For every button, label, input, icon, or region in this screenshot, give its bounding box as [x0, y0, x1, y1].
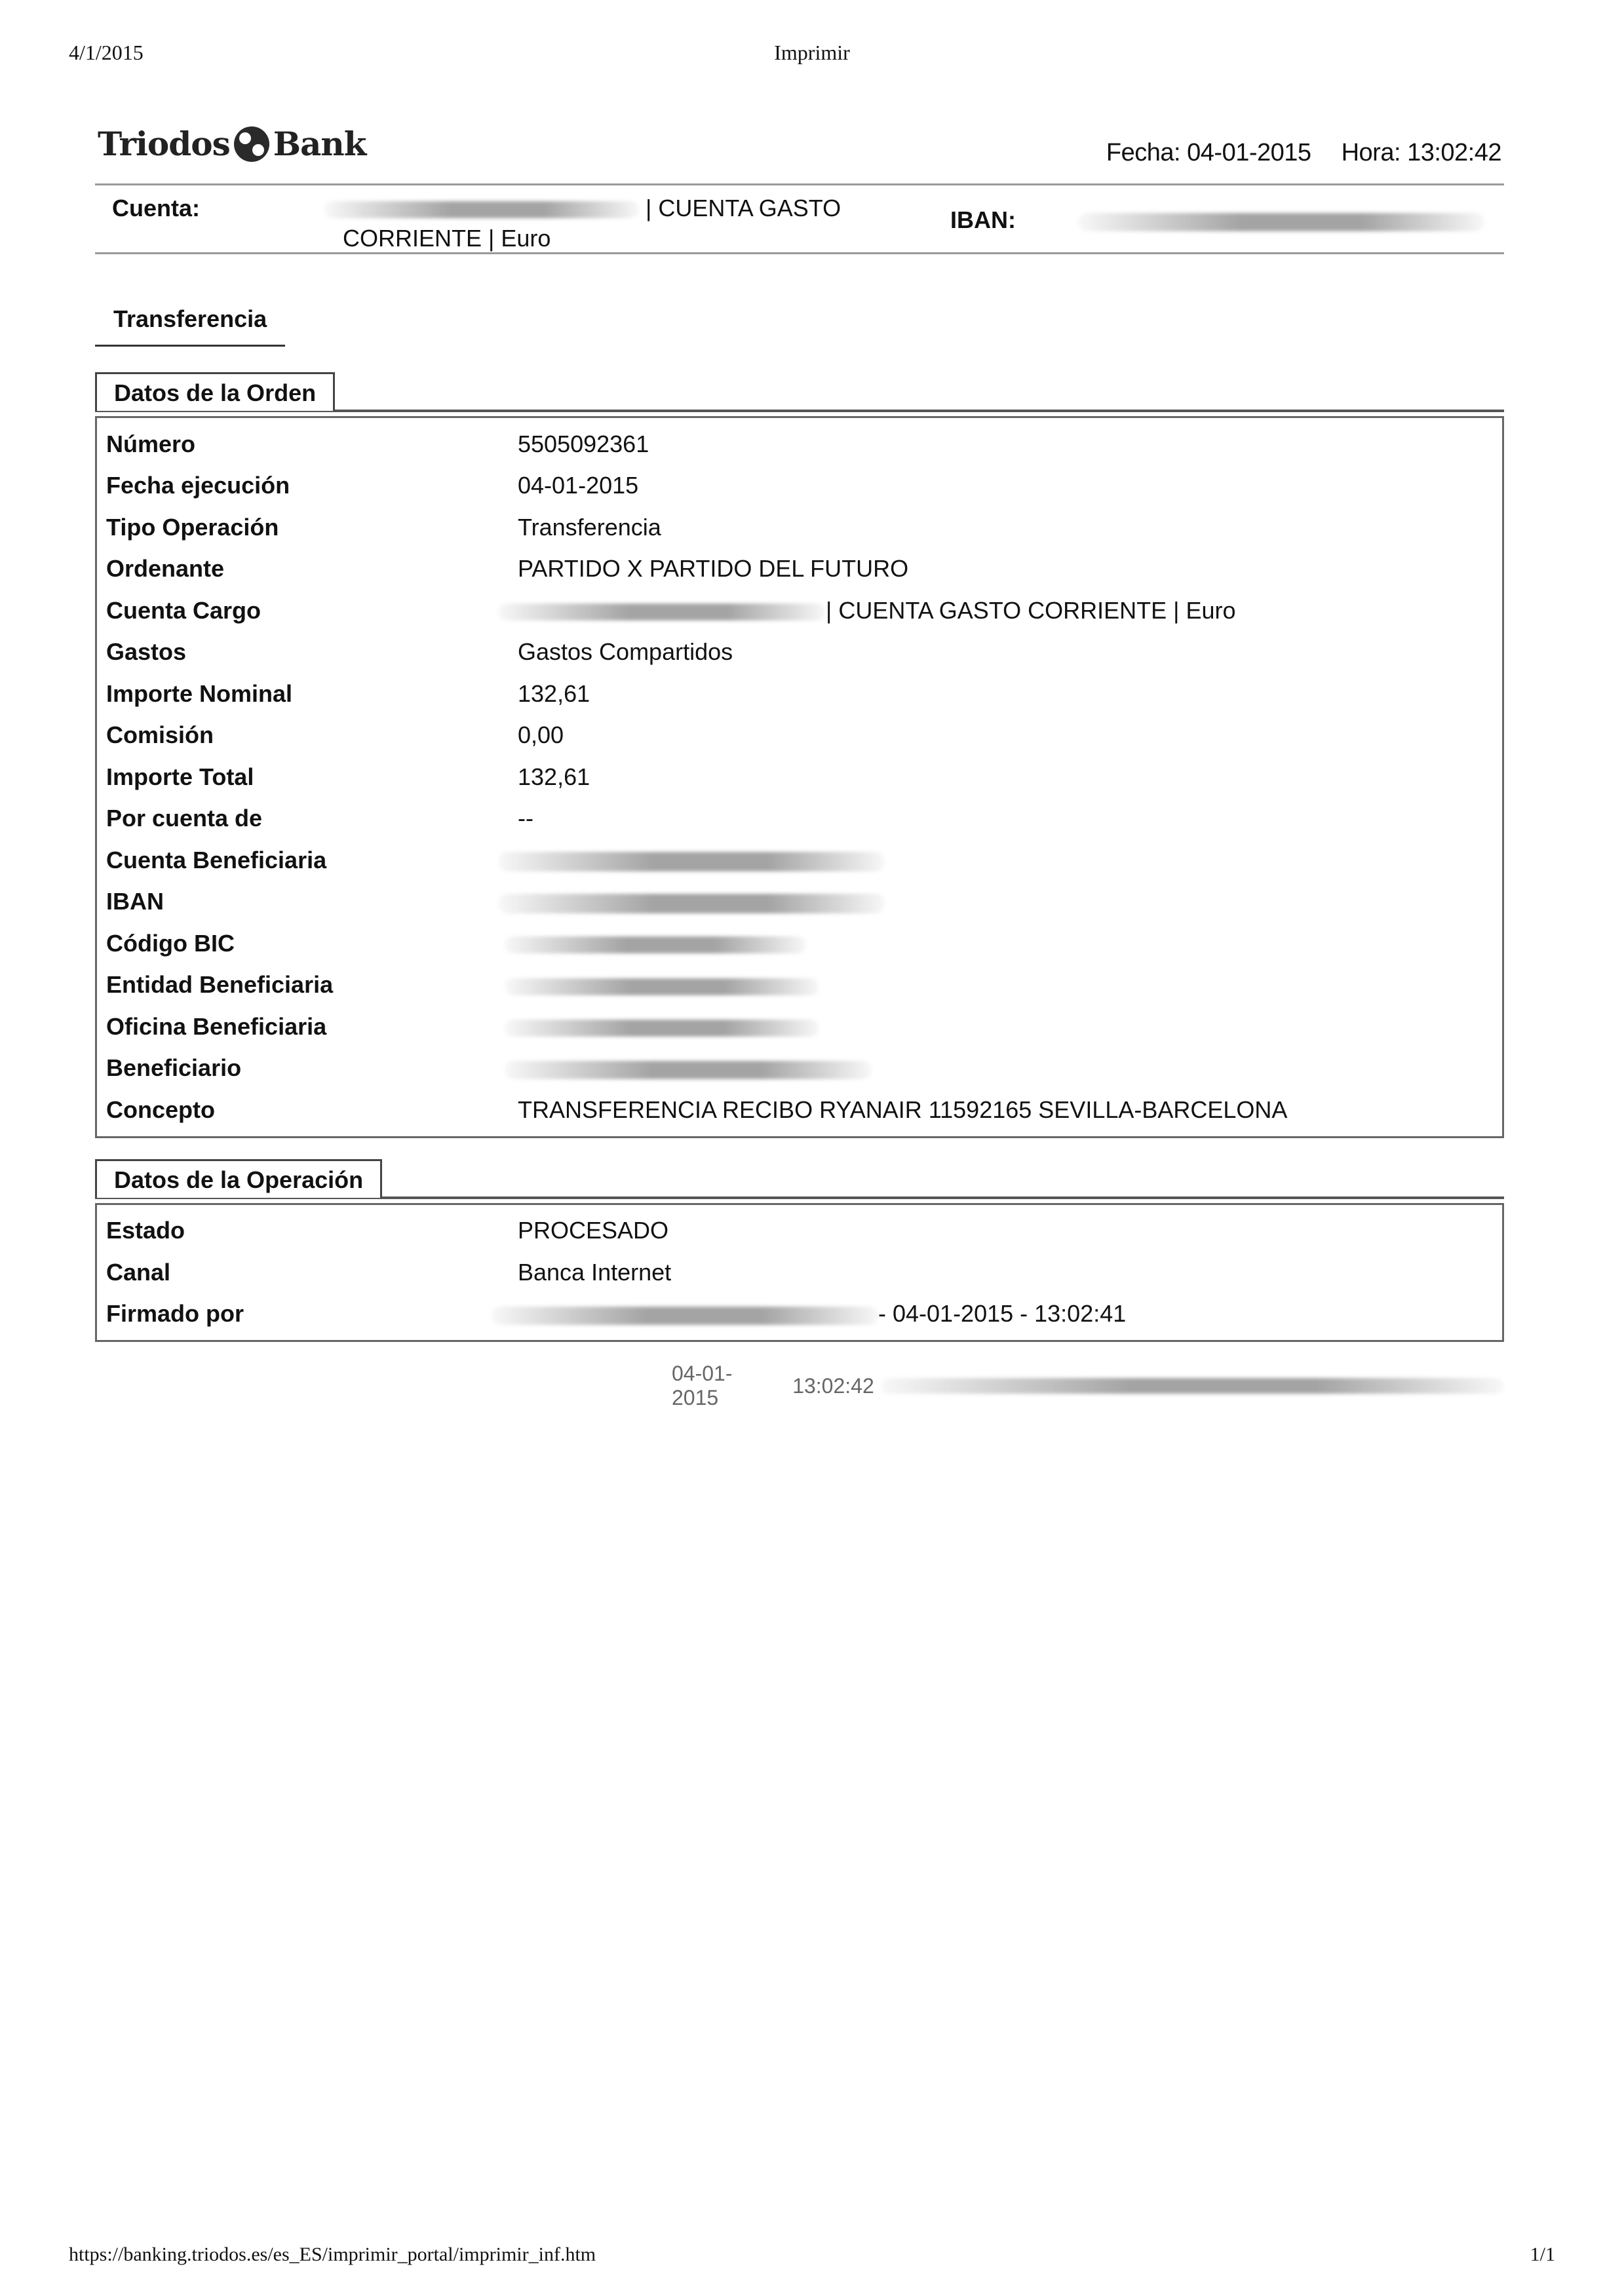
- redacted-value: [498, 852, 885, 871]
- row-value: 04-01-2015: [518, 472, 639, 499]
- row-value: PROCESADO: [518, 1217, 669, 1244]
- row-value: [518, 1054, 1502, 1082]
- row-label: Importe Nominal: [106, 679, 293, 707]
- row-label: Número: [106, 430, 196, 457]
- section-title: Transferencia: [113, 305, 267, 332]
- table-row: [97, 673, 1502, 715]
- row-value: 132,61: [518, 679, 590, 707]
- row-label: Tipo Operación: [106, 513, 279, 541]
- document: [95, 124, 1504, 1410]
- row-value: TRANSFERENCIA RECIBO RYANAIR 11592165 SEVILLA-BARCELONA: [518, 1096, 1288, 1123]
- row-value: --: [518, 805, 533, 832]
- table-row: [97, 1006, 1502, 1048]
- row-value: Banca Internet: [518, 1258, 672, 1286]
- row-label: IBAN: [106, 888, 164, 915]
- redacted-account: [324, 201, 639, 218]
- section-tab-transferencia: [95, 305, 1504, 350]
- table-row: [97, 423, 1502, 465]
- redacted-iban: [1078, 213, 1484, 231]
- table-row: [97, 632, 1502, 674]
- firmado-timestamp: - 04-01-2015 - 13:02:41: [878, 1300, 1127, 1328]
- table-row: [97, 548, 1502, 590]
- row-value: [518, 971, 1502, 999]
- operation-table: [95, 1203, 1504, 1343]
- row-label: Entidad Beneficiaria: [106, 971, 334, 999]
- order-group: [95, 372, 1504, 1138]
- table-row: [97, 590, 1502, 632]
- row-label: Cuenta Beneficiaria: [106, 846, 327, 873]
- redacted-value: [505, 1020, 819, 1037]
- account-value-line2: CORRIENTE | Euro: [343, 225, 551, 252]
- page-number: 1/1: [1530, 2244, 1555, 2265]
- row-value: 5505092361: [518, 430, 649, 457]
- triodos-bank-logo: [98, 124, 366, 163]
- table-row: [97, 715, 1502, 757]
- order-group-title: Datos de la Orden: [95, 372, 335, 411]
- row-value: [518, 597, 1502, 624]
- table-row: [97, 1089, 1502, 1131]
- redacted-value: [505, 978, 819, 995]
- print-date: 4/1/2015: [69, 41, 144, 64]
- cuenta-cargo-text: | CUENTA GASTO CORRIENTE | Euro: [826, 596, 1236, 624]
- row-value: [518, 847, 1502, 874]
- redacted-value: [505, 936, 806, 953]
- footer-stamp: [95, 1362, 1504, 1410]
- stamp-date: 04-01-2015: [672, 1362, 733, 1409]
- date-time: [1106, 139, 1501, 167]
- row-label: Ordenante: [106, 555, 225, 583]
- hora: Hora: 13:02:42: [1341, 139, 1501, 166]
- row-label: Fecha ejecución: [106, 472, 290, 499]
- row-label: Por cuenta de: [106, 805, 263, 832]
- table-row: [97, 507, 1502, 548]
- row-label: Comisión: [106, 721, 214, 749]
- order-table: [95, 416, 1504, 1138]
- top-bar: [95, 124, 1504, 183]
- redacted-signer: [492, 1307, 878, 1325]
- table-row: [97, 1293, 1502, 1335]
- row-value: [518, 888, 1502, 915]
- logo-mark-icon: [234, 126, 269, 162]
- fecha: Fecha: 04-01-2015: [1106, 139, 1311, 166]
- row-value: [518, 930, 1502, 957]
- row-label: Oficina Beneficiaria: [106, 1012, 327, 1040]
- row-value: [518, 1300, 1502, 1328]
- row-value: PARTIDO X PARTIDO DEL FUTURO: [518, 555, 909, 583]
- row-label: Código BIC: [106, 929, 235, 957]
- table-row: [97, 798, 1502, 840]
- account-value: [324, 193, 947, 254]
- redacted-value: [505, 1061, 872, 1079]
- print-title: Imprimir: [774, 41, 850, 64]
- iban-label: IBAN:: [950, 206, 1016, 233]
- table-row: [97, 965, 1502, 1006]
- redacted-stamp: [881, 1378, 1504, 1394]
- table-row: [97, 756, 1502, 798]
- table-row: [97, 465, 1502, 507]
- row-label: Cuenta Cargo: [106, 596, 261, 624]
- logo-text-right: Bank: [273, 124, 366, 163]
- row-label: Firmado por: [106, 1300, 244, 1328]
- account-value-line1: | CUENTA GASTO: [646, 195, 841, 221]
- redacted-value: [498, 894, 885, 913]
- table-row: [97, 1252, 1502, 1293]
- section-underline: [95, 345, 285, 347]
- row-value: Gastos Compartidos: [518, 638, 733, 666]
- operation-group-title: Datos de la Operación: [95, 1159, 382, 1198]
- row-label: Canal: [106, 1258, 171, 1286]
- table-row: [97, 881, 1502, 923]
- operation-group: [95, 1159, 1504, 1343]
- row-label: Gastos: [106, 638, 187, 666]
- table-row: [97, 1048, 1502, 1090]
- account-label: Cuenta:: [112, 195, 200, 221]
- logo-text-left: Triodos: [98, 124, 230, 163]
- stamp-time: 13:02:42: [792, 1373, 874, 1398]
- table-row: [97, 839, 1502, 881]
- print-url: https://banking.triodos.es/es_ES/imprimir_portal/imprimir_inf.htm: [69, 2244, 596, 2265]
- row-label: Estado: [106, 1217, 185, 1244]
- row-value: 132,61: [518, 763, 590, 790]
- table-row: [97, 1210, 1502, 1252]
- row-label: Beneficiario: [106, 1054, 242, 1082]
- row-value: Transferencia: [518, 513, 661, 541]
- print-footer: [69, 2244, 1555, 2270]
- print-header: [69, 41, 1555, 67]
- row-value: 0,00: [518, 721, 564, 749]
- row-label: Concepto: [106, 1096, 215, 1123]
- account-bar: [95, 183, 1504, 254]
- table-row: [97, 923, 1502, 965]
- redacted-account: [498, 603, 826, 621]
- row-label: Importe Total: [106, 763, 254, 790]
- row-value: [518, 1013, 1502, 1041]
